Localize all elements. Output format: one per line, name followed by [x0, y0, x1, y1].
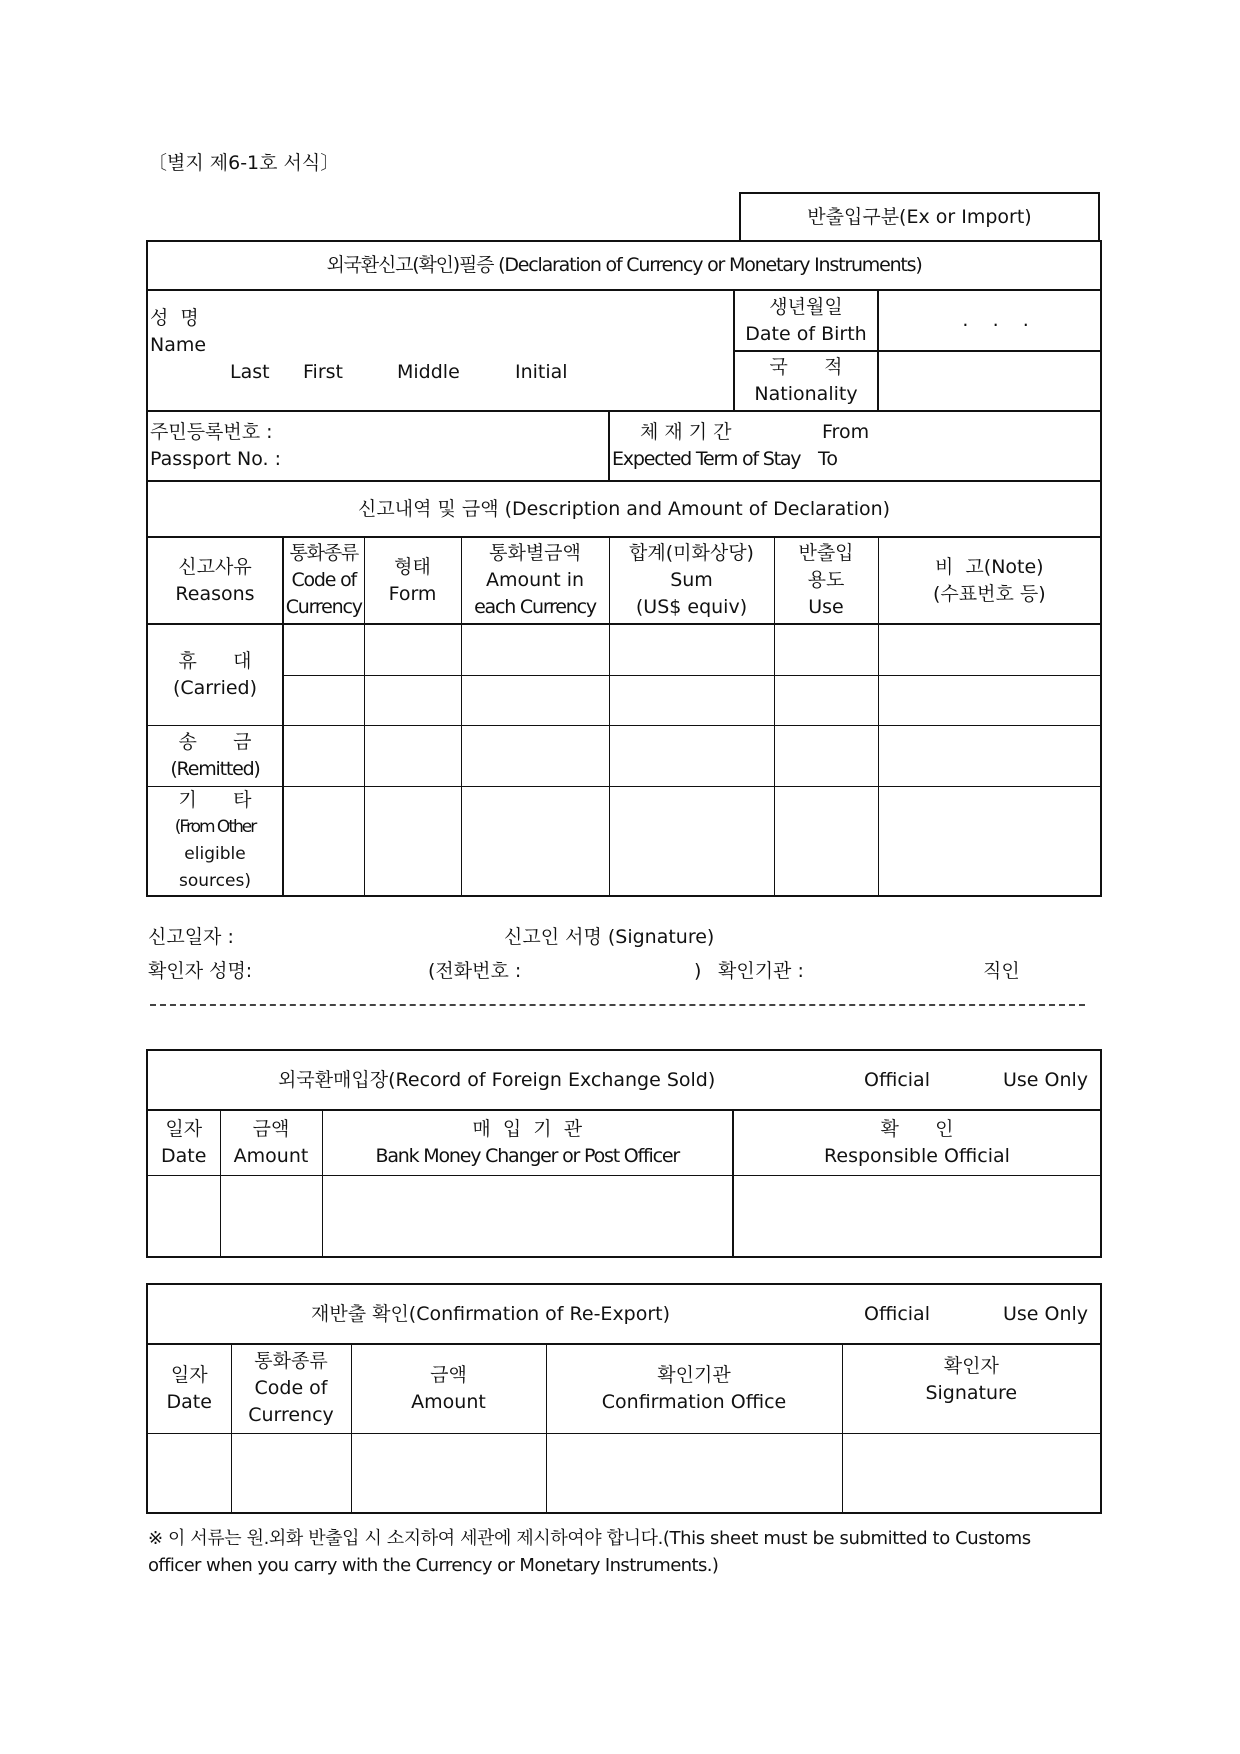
header-note: 비 고(Note) (수표번호 등): [878, 537, 1101, 624]
fx-cell-bank[interactable]: [322, 1175, 733, 1257]
declaration-form: [146, 240, 1102, 897]
cell-form[interactable]: [364, 624, 461, 675]
fx-record-title-row: [147, 1050, 1101, 1110]
name-part-last: Last: [230, 361, 270, 383]
confirming-office-label: 확인기관 :: [718, 960, 804, 982]
form-reference: 〔별지 제6-1호 서식〕: [148, 152, 340, 174]
cell-sum[interactable]: [609, 675, 774, 725]
cell-sum[interactable]: [609, 725, 774, 786]
dob-value: . . .: [950, 309, 1029, 331]
reexport-header-date: 일자 Date: [147, 1344, 231, 1433]
fx-record-title: 외국환매입장(Record of Foreign Exchange Sold): [278, 1069, 716, 1091]
ex-import-label: 반출입구분(Ex or Import): [807, 206, 1032, 228]
dob-label-cell: [734, 290, 878, 351]
main-title: 외국환신고(확인)필증 (Declaration of Currency or Monetary Instruments): [326, 254, 922, 276]
fx-cell-date[interactable]: [147, 1175, 220, 1257]
table-row-other: [147, 786, 1101, 896]
reexport-title: 재반출 확인(Confirmation of Re-Export): [311, 1303, 671, 1325]
declaration-section-title: 신고내역 및 금액 (Description and Amount of Declaration): [147, 481, 1101, 537]
cell-note[interactable]: [878, 624, 1101, 675]
cell-sum[interactable]: [609, 786, 774, 896]
cell-currency-code[interactable]: [283, 675, 364, 725]
nationality-label-en: Nationality: [754, 383, 858, 405]
cell-currency-code[interactable]: [283, 725, 364, 786]
header-reasons: 신고사유 Reasons: [147, 537, 283, 624]
nationality-input[interactable]: [878, 351, 1101, 411]
cell-form[interactable]: [364, 725, 461, 786]
cell-amount[interactable]: [461, 786, 609, 896]
main-title-cell: [147, 241, 1101, 290]
name-field[interactable]: [147, 290, 734, 411]
cell-form[interactable]: [364, 786, 461, 896]
fx-header-official: 확 인 Responsible Official: [733, 1110, 1101, 1175]
table-row-carried-2: [147, 675, 1101, 725]
cut-line-divider: [150, 1004, 1085, 1006]
reexport-official: Official: [864, 1303, 930, 1325]
name-label-en: Name: [150, 334, 207, 356]
cell-use[interactable]: [774, 624, 878, 675]
fx-record-entry-row: [147, 1175, 1101, 1257]
fx-record-header-row: [147, 1110, 1101, 1175]
name-label-ko: 성 명: [150, 307, 199, 329]
fx-record-table: [146, 1049, 1102, 1258]
header-amount-each: 통화별금액 Amount in each Currency: [461, 537, 609, 624]
fx-record-official: Official: [864, 1069, 930, 1091]
declaration-header-row: [147, 537, 1101, 624]
passport-label-ko: 주민등록번호 :: [150, 421, 273, 443]
fx-header-bank: 매 입 기 관 Bank Money Changer or Post Officer: [322, 1110, 733, 1175]
name-part-initial: Initial: [515, 361, 568, 383]
row-label-remitted: 송 금 (Remitted): [147, 725, 283, 786]
reexport-use-only: Use Only: [1003, 1303, 1089, 1325]
passport-label-en: Passport No. :: [150, 448, 282, 470]
cell-amount[interactable]: [461, 624, 609, 675]
fx-cell-official[interactable]: [733, 1175, 1101, 1257]
reexport-title-row: [147, 1284, 1101, 1344]
stay-field[interactable]: [609, 411, 1101, 481]
stay-to: To: [818, 448, 839, 470]
table-row-carried: [147, 624, 1101, 675]
nationality-label-ko: 국 적: [769, 356, 843, 378]
nationality-label-cell: [734, 351, 878, 411]
stay-label-ko: 체 재 기 간: [640, 421, 732, 443]
dob-label-en: Date of Birth: [745, 322, 867, 345]
header-use: 반출입 용도 Use: [774, 537, 878, 624]
cell-use[interactable]: [774, 786, 878, 896]
ex-import-box[interactable]: [739, 192, 1100, 240]
reexport-header-currency: 통화종류 Code of Currency: [231, 1344, 351, 1433]
cell-sum[interactable]: [609, 624, 774, 675]
cell-currency-code[interactable]: [283, 624, 364, 675]
reexport-entry-row: [147, 1433, 1101, 1513]
cell-use[interactable]: [774, 725, 878, 786]
cell-note[interactable]: [878, 675, 1101, 725]
fx-cell-amount[interactable]: [220, 1175, 322, 1257]
cell-amount[interactable]: [461, 675, 609, 725]
table-row-remitted: [147, 725, 1101, 786]
reexport-cell-date[interactable]: [147, 1433, 231, 1513]
header-form: 형태 Form: [364, 537, 461, 624]
signature-label: 신고인 서명 (Signature): [504, 926, 715, 948]
cell-currency-code[interactable]: [283, 786, 364, 896]
reexport-cell-amount[interactable]: [351, 1433, 546, 1513]
dob-label-ko: 생년월일: [769, 295, 843, 318]
reexport-header-row: [147, 1344, 1101, 1433]
cell-use[interactable]: [774, 675, 878, 725]
passport-field[interactable]: [147, 411, 609, 481]
header-sum: 합계(미화상당) Sum (US$ equiv): [609, 537, 774, 624]
name-part-middle: Middle: [397, 361, 460, 383]
reexport-header-amount: 금액 Amount: [351, 1344, 546, 1433]
declaration-date-label: 신고일자 :: [148, 926, 234, 948]
dob-input[interactable]: [878, 290, 1101, 351]
name-part-first: First: [303, 361, 343, 383]
reexport-header-signature: 확인자 Signature: [842, 1344, 1101, 1433]
reexport-cell-office[interactable]: [546, 1433, 842, 1513]
cell-note[interactable]: [878, 725, 1101, 786]
fx-record-use-only: Use Only: [1003, 1069, 1089, 1091]
row-label-other: 기 타 (From Other eligible sources): [147, 786, 283, 896]
phone-close: ): [694, 960, 702, 982]
fx-header-amount: 금액 Amount: [220, 1110, 322, 1175]
fx-header-date: 일자 Date: [147, 1110, 220, 1175]
header-currency-code: 통화종류 Code of Currency: [283, 537, 364, 624]
row-label-carried: 휴 대 (Carried): [147, 624, 283, 725]
reexport-cell-signature[interactable]: [842, 1433, 1101, 1513]
stay-from: From: [822, 421, 870, 443]
phone-label: (전화번호 :: [428, 960, 522, 982]
reexport-cell-currency[interactable]: [231, 1433, 351, 1513]
stay-label-en: Expected Term of Stay: [612, 448, 801, 470]
cell-form[interactable]: [364, 675, 461, 725]
cell-amount[interactable]: [461, 725, 609, 786]
footnote-line-2: officer when you carry with the Currency or Monetary Instruments.): [148, 1555, 719, 1576]
confirmer-name-label: 확인자 성명:: [148, 960, 253, 982]
seal-label: 직인: [983, 960, 1020, 982]
cell-note[interactable]: [878, 786, 1101, 896]
footnote-line-1: ※ 이 서류는 원.외화 반출입 시 소지하여 세관에 제시하여야 합니다.(This sheet must be submitted to Customs: [148, 1528, 1031, 1549]
reexport-header-office: 확인기관 Confirmation Office: [546, 1344, 842, 1433]
reexport-table: [146, 1283, 1102, 1514]
